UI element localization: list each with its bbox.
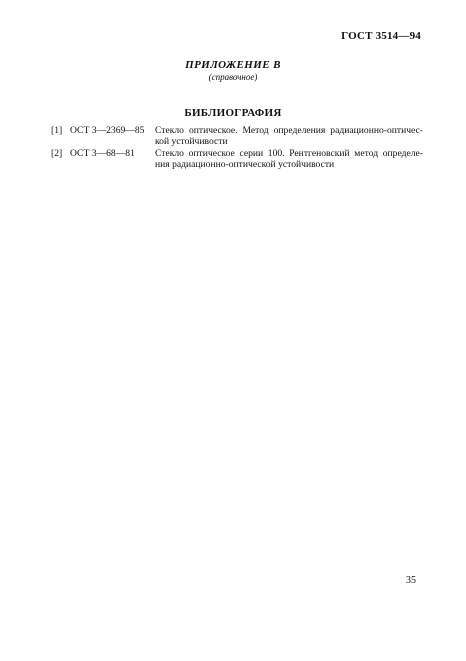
bibliography-item-number: [2] (51, 148, 63, 159)
bibliography-item-code: ОСТ 3—68—81 (70, 148, 135, 159)
bibliography-item-title (155, 149, 423, 170)
bibliography-item-title-line: кой устойчивости (155, 135, 228, 147)
bibliography-item-code: ОСТ 3—2369—85 (70, 125, 145, 136)
bibliography-heading: БИБЛИОГРАФИЯ (184, 107, 282, 119)
bibliography-item-number: [1] (51, 125, 63, 136)
appendix-subtitle: (справочное) (208, 72, 258, 82)
bibliography-item-title (155, 126, 423, 147)
bibliography-item (51, 149, 423, 170)
bibliography-item-title-line: Стекло оптическое серии 100. Рентгеновский метод определе- (155, 148, 423, 159)
bibliography-item (51, 126, 423, 147)
bibliography-list (51, 126, 423, 172)
page-number: 35 (406, 575, 416, 586)
standard-code-header: ГОСТ 3514—94 (341, 30, 421, 42)
appendix-title: ПРИЛОЖЕНИЕ В (185, 59, 281, 71)
bibliography-item-title-line: Стекло оптическое. Метод определения радиационно-оптичес- (155, 125, 423, 136)
bibliography-item-title-line: ния радиационно-оптической устойчивости (155, 158, 335, 170)
